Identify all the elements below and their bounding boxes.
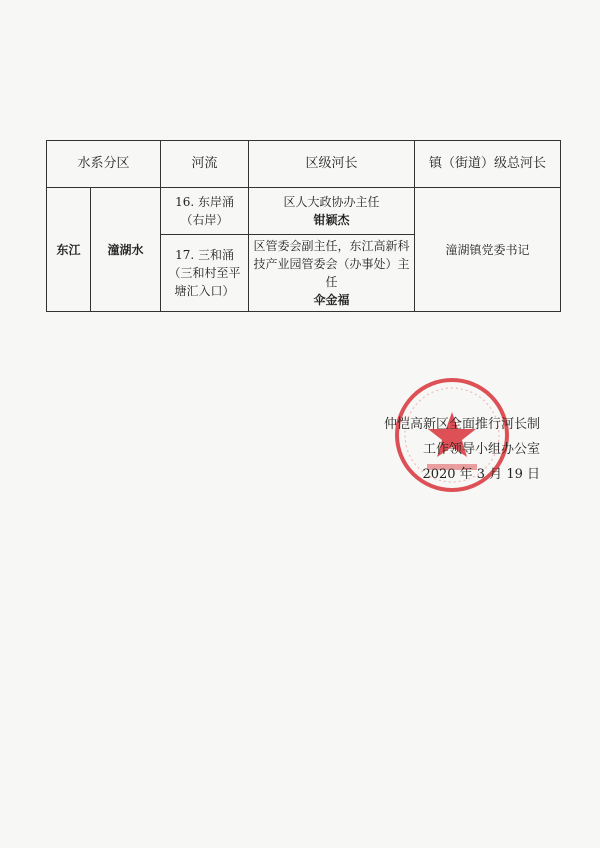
zone-minor-cell: 潼湖水	[91, 188, 161, 312]
chief-name: 钳颖杰	[313, 213, 350, 227]
chief-title: 区管委会副主任，东江高新科技产业园管委会（办事处）主任	[253, 239, 410, 289]
table-row	[47, 188, 561, 235]
river-chief-table-container	[46, 140, 560, 312]
river-cell: 16. 东岸涌（右岸）	[161, 188, 249, 235]
district-chief-cell	[249, 235, 415, 312]
header-zone: 水系分区	[47, 141, 161, 188]
river-cell: 17. 三和涌（三和村至平塘汇入口）	[161, 235, 249, 312]
chief-title: 区人大政协办主任	[283, 195, 380, 209]
river-chief-table	[46, 140, 561, 312]
header-district-chief: 区级河长	[249, 141, 415, 188]
town-chief-cell: 潼湖镇党委书记	[415, 188, 561, 312]
zone-major-cell: 东江	[47, 188, 91, 312]
header-town-chief: 镇（街道）级总河长	[415, 141, 561, 188]
table-header-row	[47, 141, 561, 188]
issuer-line-1: 仲恺高新区全面推行河长制	[383, 417, 540, 432]
chief-name: 伞金福	[313, 293, 350, 307]
issue-date: 2020 年 3 月 19 日	[422, 467, 540, 482]
district-chief-cell	[249, 188, 415, 235]
issuer-line-2: 工作领导小组办公室	[422, 442, 540, 457]
signature-block	[330, 412, 540, 487]
header-river: 河流	[161, 141, 249, 188]
